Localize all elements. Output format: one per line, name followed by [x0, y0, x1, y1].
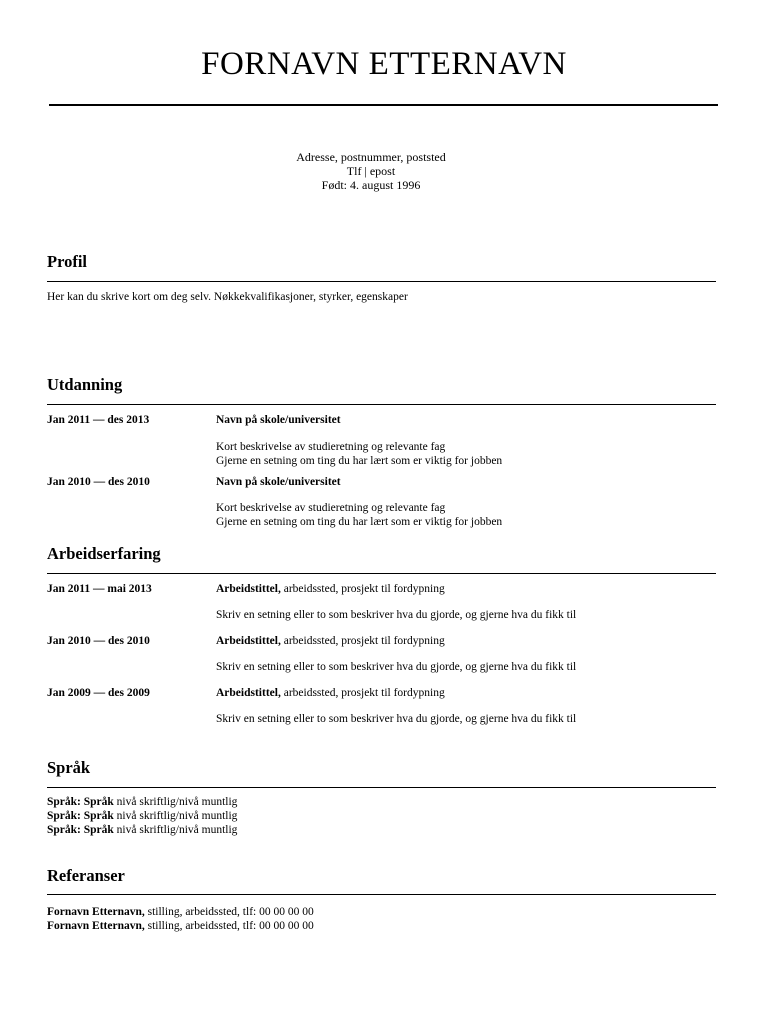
language-name: Språk — [83, 796, 114, 808]
education-dates: Jan 2011 — des 2013 — [47, 414, 150, 426]
address-line: Adresse, postnummer, poststed — [296, 150, 446, 164]
reference-name: Fornavn Etternavn, — [47, 920, 145, 932]
job-title: Arbeidstittel, — [216, 635, 281, 647]
education-description: Kort beskrivelse av studieretning og relevante fag — [216, 441, 446, 453]
job-dates: Jan 2009 — des 2009 — [47, 687, 150, 699]
resume-name: FORNAVN ETTERNAVN — [201, 46, 567, 82]
phone-email-line: Tlf | epost — [346, 164, 396, 178]
language-label: Språk: — [47, 796, 81, 808]
job-heading — [216, 686, 445, 700]
section-divider-profile — [47, 281, 716, 282]
section-title-languages: Språk — [47, 758, 91, 777]
education-description: Kort beskrivelse av studieretning og relevante fag — [216, 502, 446, 514]
language-entry — [47, 809, 237, 823]
language-level: nivå skriftlig/nivå muntlig — [113, 796, 238, 808]
language-level: nivå skriftlig/nivå muntlig — [113, 824, 238, 836]
section-divider-references — [47, 894, 716, 895]
contact-block — [0, 150, 742, 192]
job-heading — [216, 582, 445, 596]
reference-entry — [47, 919, 314, 933]
education-note: Gjerne en setning om ting du har lært som er viktig for jobben — [216, 516, 503, 528]
birth-date-line: Født: 4. august 1996 — [321, 178, 421, 192]
reference-details: stilling, arbeidssted, tlf: 00 00 00 00 — [144, 920, 314, 932]
section-title-education: Utdanning — [47, 375, 123, 394]
job-details: arbeidssted, prosjekt til fordypning — [280, 583, 445, 595]
job-dates: Jan 2011 — mai 2013 — [47, 583, 152, 595]
language-label: Språk: — [47, 824, 81, 836]
job-details: arbeidssted, prosjekt til fordypning — [280, 687, 445, 699]
education-school: Navn på skole/universitet — [216, 476, 341, 488]
job-heading — [216, 634, 445, 648]
job-description: Skriv en setning eller to som beskriver hva du gjorde, og gjerne hva du fikk til — [216, 609, 577, 621]
reference-details: stilling, arbeidssted, tlf: 00 00 00 00 — [144, 906, 314, 918]
section-divider-experience — [47, 573, 716, 574]
section-divider-languages — [47, 787, 716, 788]
job-description: Skriv en setning eller to som beskriver hva du gjorde, og gjerne hva du fikk til — [216, 661, 577, 673]
name-divider — [49, 104, 718, 106]
job-title: Arbeidstittel, — [216, 583, 281, 595]
reference-name: Fornavn Etternavn, — [47, 906, 145, 918]
reference-entry — [47, 905, 314, 919]
language-entry — [47, 795, 237, 809]
education-note: Gjerne en setning om ting du har lært som er viktig for jobben — [216, 455, 503, 467]
language-name: Språk — [83, 824, 114, 836]
section-divider-education — [47, 404, 716, 405]
job-description: Skriv en setning eller to som beskriver hva du gjorde, og gjerne hva du fikk til — [216, 713, 577, 725]
language-name: Språk — [83, 810, 114, 822]
section-title-references: Referanser — [47, 866, 125, 885]
language-label: Språk: — [47, 810, 81, 822]
education-school: Navn på skole/universitet — [216, 414, 341, 426]
job-title: Arbeidstittel, — [216, 687, 281, 699]
job-dates: Jan 2010 — des 2010 — [47, 635, 150, 647]
section-title-experience: Arbeidserfaring — [47, 544, 161, 563]
section-title-profile: Profil — [47, 252, 88, 271]
job-details: arbeidssted, prosjekt til fordypning — [280, 635, 445, 647]
profile-text: Her kan du skrive kort om deg selv. Nøkkekvalifikasjoner, styrker, egenskaper — [47, 291, 408, 303]
language-entry — [47, 823, 237, 837]
language-level: nivå skriftlig/nivå muntlig — [113, 810, 238, 822]
education-dates: Jan 2010 — des 2010 — [47, 476, 150, 488]
